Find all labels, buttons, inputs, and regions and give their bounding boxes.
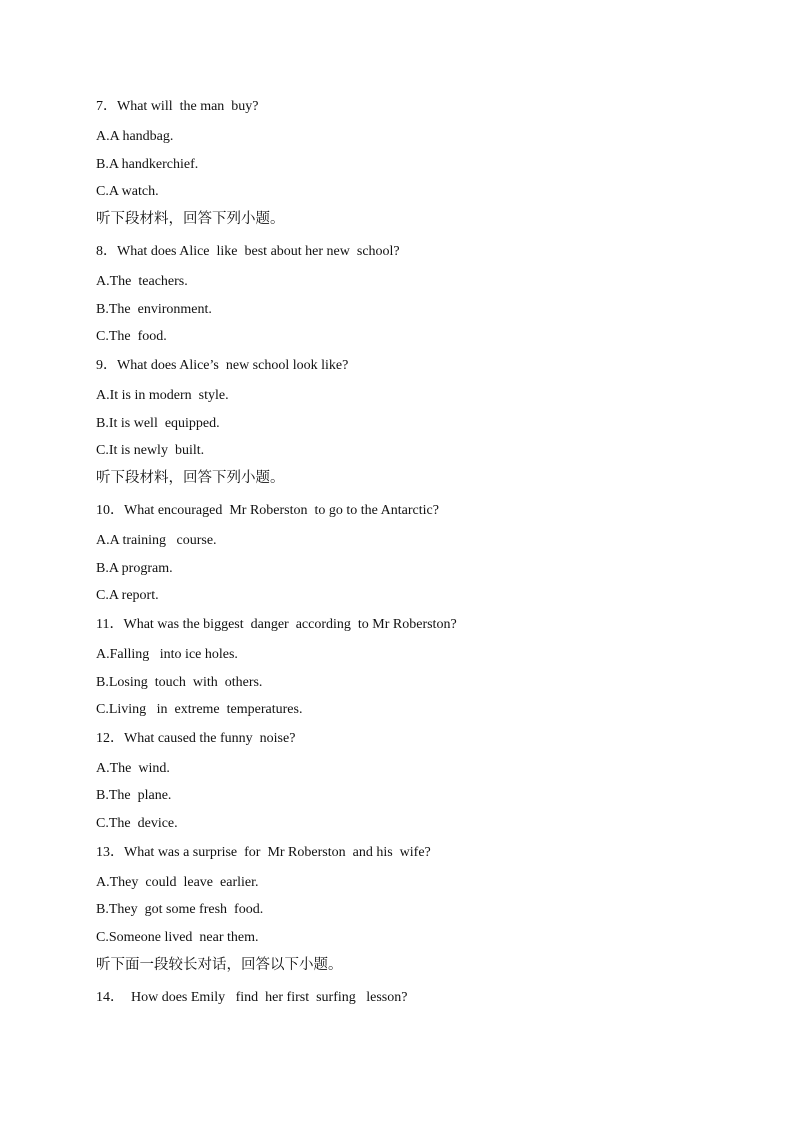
option-13-c: C.Someone lived near them. [96,930,259,945]
option-12-c: C.The device. [96,816,178,831]
question-14: 14． How does Emily find her first surfing lesson? [96,990,408,1005]
option-11-c: C.Living in extreme temperatures. [96,702,303,717]
option-13-b: B.They got some fresh food. [96,902,264,917]
option-8-a: A.The teachers. [96,274,188,289]
question-7: 7．What will the man buy? [96,99,259,114]
option-9-c: C.It is newly built. [96,443,205,458]
option-13-a: A.They could leave earlier. [96,875,259,890]
option-7-b: B.A handkerchief. [96,157,199,172]
option-7-c: C.A watch. [96,184,159,199]
option-12-a: A.The wind. [96,761,170,776]
option-7-a: A.A handbag. [96,129,174,144]
option-9-b: B.It is well equipped. [96,416,220,431]
section-instruction-2: 听下段材料，回答下列小题。 [96,470,285,486]
option-10-b: B.A program. [96,561,173,576]
question-11: 11．What was the biggest danger according to Mr Roberston? [96,617,457,632]
option-9-a: A.It is in modern style. [96,388,229,403]
option-12-b: B.The plane. [96,788,172,803]
option-10-a: A.A training course. [96,533,217,548]
option-11-a: A.Falling into ice holes. [96,647,238,662]
option-8-b: B.The environment. [96,302,212,317]
option-11-b: B.Losing touch with others. [96,675,263,690]
question-10: 10．What encouraged Mr Roberston to go to the Antarctic? [96,503,439,518]
option-8-c: C.The food. [96,329,167,344]
question-13: 13．What was a surprise for Mr Roberston and his wife? [96,845,431,860]
section-instruction-3: 听下面一段较长对话，回答以下小题。 [96,957,343,973]
question-9: 9．What does Alice’s new school look like? [96,358,349,373]
option-10-c: C.A report. [96,588,159,603]
question-12: 12．What caused the funny noise? [96,731,296,746]
question-8: 8．What does Alice like best about her new school? [96,244,400,259]
section-instruction-1: 听下段材料，回答下列小题。 [96,211,285,227]
